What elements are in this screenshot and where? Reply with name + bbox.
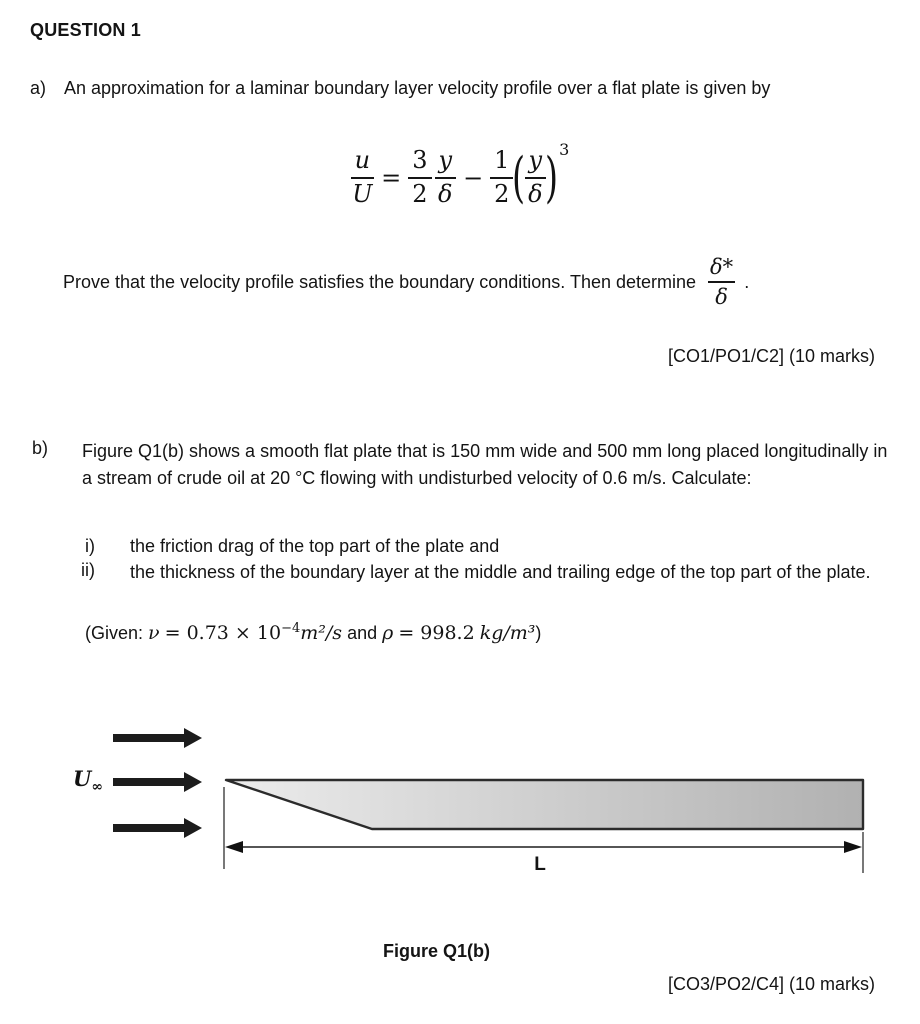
delta: δ bbox=[715, 284, 728, 309]
freestream-velocity-label bbox=[73, 766, 103, 795]
part-b-body: Figure Q1(b) shows a smooth flat plate that is 150 mm wide and 500 mm long placed longitudinally in a stream of crude oil at 20 °C flowing with undisturbed velocity of 0.6 m/s. Calculate: bbox=[82, 441, 888, 488]
close-paren: ) bbox=[545, 145, 559, 209]
rho-value: = 998.2 bbox=[398, 622, 475, 644]
equals-sign: = bbox=[381, 163, 402, 192]
part-b-label: b) bbox=[32, 438, 49, 458]
figure-caption: Figure Q1(b) bbox=[383, 941, 490, 961]
cube-exponent: 3 bbox=[559, 140, 570, 159]
velocity-subscript: ∞ bbox=[91, 779, 103, 796]
flow-arrow-middle-icon bbox=[113, 772, 202, 792]
flow-arrow-bottom-icon bbox=[113, 818, 202, 838]
y-over-delta-fraction bbox=[435, 148, 457, 208]
displacement-thickness-ratio bbox=[708, 256, 735, 308]
coef1-numerator: 3 bbox=[408, 148, 431, 179]
dimension-arrowhead-right-icon bbox=[844, 841, 862, 853]
part-a-intro: An approximation for a laminar boundary layer velocity profile over a flat plate is given by bbox=[64, 78, 771, 98]
velocity-symbol: U bbox=[73, 766, 92, 791]
formula-lhs-denominator: U bbox=[352, 179, 373, 208]
var2-numerator: y bbox=[525, 148, 547, 179]
rho-units: kg/m³ bbox=[479, 622, 536, 644]
u-over-U-fraction bbox=[351, 148, 374, 208]
var2-denominator: δ bbox=[528, 179, 543, 208]
flat-plate bbox=[226, 780, 863, 829]
nu-units: m²/s bbox=[300, 622, 343, 644]
list-item-i-text: the friction drag of the top part of the plate and bbox=[130, 536, 500, 556]
var1-numerator: y bbox=[435, 148, 457, 179]
coef2-numerator: 1 bbox=[490, 148, 513, 179]
y-over-delta-fraction-cubed bbox=[525, 148, 547, 208]
question-title: QUESTION 1 bbox=[30, 20, 142, 40]
given-suffix: ) bbox=[535, 623, 542, 643]
three-halves-fraction bbox=[408, 148, 431, 208]
part-a-marks: [CO1/PO1/C2] (10 marks) bbox=[667, 346, 875, 366]
delta-star: δ* bbox=[708, 256, 735, 283]
list-item-ii-label: ii) bbox=[81, 560, 95, 580]
list-item-i bbox=[85, 536, 499, 557]
prove-text: Prove that the velocity profile satisfies the boundary conditions. Then determine bbox=[63, 271, 697, 292]
list-item-i-label: i) bbox=[85, 536, 95, 556]
flow-arrow-top-icon bbox=[113, 728, 202, 748]
nu-exponent: −4 bbox=[281, 621, 301, 636]
given-data-line bbox=[85, 621, 541, 644]
coef1-denominator: 2 bbox=[412, 179, 428, 208]
rho-symbol: ρ bbox=[382, 622, 394, 644]
velocity-profile-formula bbox=[0, 140, 920, 209]
nu-value: = 0.73 × 10 bbox=[164, 622, 282, 644]
given-prefix: (Given: bbox=[85, 623, 144, 643]
part-b-marks: [CO3/PO2/C4] (10 marks) bbox=[667, 974, 875, 994]
plate-length-label: L bbox=[534, 854, 546, 875]
open-paren: ( bbox=[512, 145, 526, 209]
list-item-ii-text: the thickness of the boundary layer at the middle and trailing edge of the top part of the plate. bbox=[130, 562, 871, 582]
part-a-label: a) bbox=[30, 78, 47, 98]
minus-sign: − bbox=[463, 163, 484, 192]
nu-symbol: ν bbox=[148, 622, 160, 644]
part-a-question-line bbox=[63, 251, 749, 313]
coef2-denominator: 2 bbox=[494, 179, 510, 208]
dimension-arrowhead-left-icon bbox=[225, 841, 243, 853]
list-item-ii bbox=[81, 560, 875, 584]
var1-denominator: δ bbox=[438, 179, 453, 208]
part-a bbox=[30, 78, 910, 99]
given-conjunction: and bbox=[347, 623, 378, 643]
part-b bbox=[32, 438, 897, 491]
flat-plate-figure bbox=[0, 695, 920, 880]
one-half-fraction bbox=[490, 148, 513, 208]
formula-lhs-numerator: u bbox=[351, 148, 374, 179]
sentence-period: . bbox=[744, 271, 750, 292]
